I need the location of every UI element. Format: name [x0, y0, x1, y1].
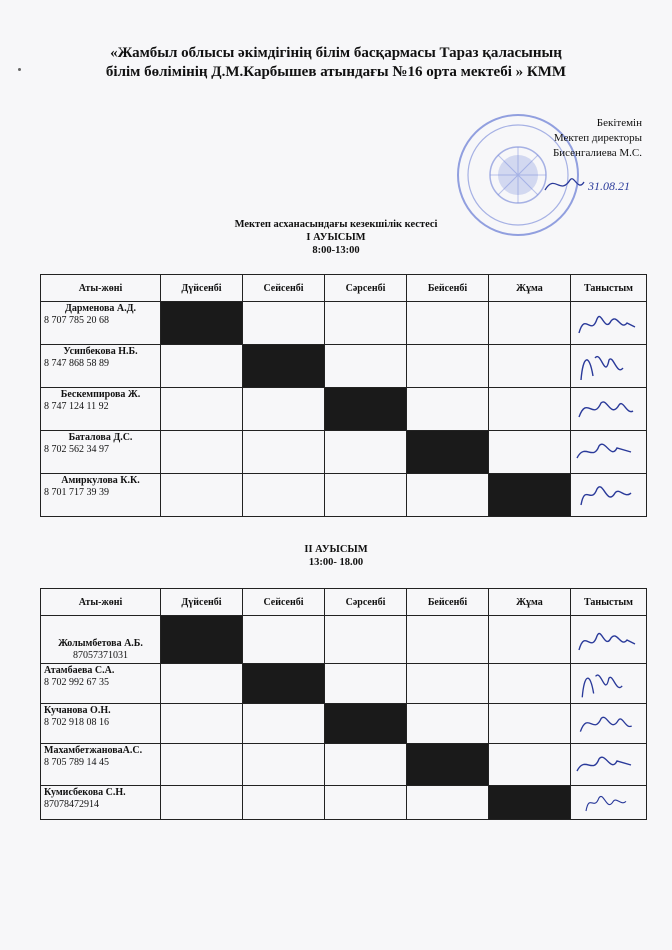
shift2-table [40, 588, 647, 820]
person-phone: 8 702 918 08 16 [44, 717, 109, 728]
duty-cell [325, 786, 407, 820]
acknowledgement-cell [571, 744, 647, 786]
duty-cell-marked [243, 345, 325, 388]
approval-line-1: Бекітемін [596, 117, 642, 129]
shift2-time: 13:00- 18.00 [308, 557, 364, 568]
duty-cell [325, 744, 407, 786]
duty-cell [407, 388, 489, 431]
person-name: Усипбекова Н.Б. [63, 346, 138, 357]
name-cell [41, 704, 161, 744]
person-phone: 8 707 785 20 68 [44, 315, 109, 326]
signature-icon [571, 787, 641, 819]
column-header: Аты-жөні [41, 275, 161, 302]
duty-cell [161, 345, 243, 388]
signature-icon [571, 346, 641, 386]
table-row [41, 786, 647, 820]
duty-cell [489, 744, 571, 786]
duty-cell [161, 431, 243, 474]
approval-line-3: Бисенгалиева М.С. [552, 147, 642, 159]
name-cell [41, 786, 161, 820]
duty-cell [161, 786, 243, 820]
name-cell [41, 616, 161, 664]
acknowledgement-cell [571, 786, 647, 820]
duty-cell [161, 664, 243, 704]
signature-icon [571, 705, 641, 743]
approval-line-2: Мектеп директоры [553, 132, 642, 144]
acknowledgement-cell [571, 431, 647, 474]
column-header: Жұма [489, 589, 571, 616]
header-line-2: білім бөлімінің Д.М.Карбышев атындағы №16 орта мектебі » КММ [105, 64, 567, 80]
table-row [41, 302, 647, 345]
column-header: Сейсенбі [243, 589, 325, 616]
duty-cell [489, 704, 571, 744]
signature-icon [571, 665, 641, 703]
person-name: Амиркулова К.К. [61, 475, 140, 486]
duty-cell [243, 786, 325, 820]
duty-cell-marked [407, 431, 489, 474]
duty-cell [407, 474, 489, 517]
duty-cell [489, 388, 571, 431]
person-name: Дарменова А.Д. [64, 303, 137, 314]
duty-cell [243, 388, 325, 431]
person-name: МахамбетжановаА.С. [44, 745, 143, 756]
column-header: Бейсенбі [407, 589, 489, 616]
table-row [41, 388, 647, 431]
table-row [41, 345, 647, 388]
person-phone: 8 702 992 67 35 [44, 677, 109, 688]
approval-block [553, 116, 642, 161]
acknowledgement-cell [571, 664, 647, 704]
name-cell [41, 474, 161, 517]
column-header: Таныстым [571, 275, 647, 302]
table-row [41, 474, 647, 517]
acknowledgement-cell [571, 302, 647, 345]
signature-icon [571, 389, 641, 429]
column-header: Дүйсенбі [161, 275, 243, 302]
duty-cell [161, 744, 243, 786]
shift1-title: I АУЫСЫМ [306, 232, 366, 243]
signature-icon [571, 303, 641, 343]
name-cell [41, 388, 161, 431]
column-header: Дүйсенбі [161, 589, 243, 616]
duty-cell-marked [407, 744, 489, 786]
shift1-time: 8:00-13:00 [312, 245, 360, 256]
schedule-title: Мектеп асханасындағы кезекшілік кестесі [234, 219, 438, 230]
duty-cell [325, 616, 407, 664]
acknowledgement-cell [571, 474, 647, 517]
duty-cell [325, 474, 407, 517]
duty-cell-marked [161, 616, 243, 664]
duty-cell [325, 345, 407, 388]
person-phone: 8 701 717 39 39 [44, 487, 109, 498]
person-phone: 87078472914 [44, 799, 99, 810]
duty-cell [489, 664, 571, 704]
duty-cell [161, 474, 243, 517]
column-header: Аты-жөні [41, 589, 161, 616]
schedule-title-block [0, 218, 672, 257]
column-header: Таныстым [571, 589, 647, 616]
table-row [41, 664, 647, 704]
duty-cell-marked [243, 664, 325, 704]
duty-cell [489, 345, 571, 388]
name-cell [41, 302, 161, 345]
name-cell [41, 744, 161, 786]
duty-cell-marked [325, 704, 407, 744]
column-header: Сәрсенбі [325, 275, 407, 302]
duty-cell [407, 664, 489, 704]
table-row [41, 744, 647, 786]
person-name: Жолымбетова А.Б. [58, 638, 143, 649]
duty-cell-marked [161, 302, 243, 345]
signature-icon [571, 620, 641, 660]
duty-cell [161, 704, 243, 744]
acknowledgement-cell [571, 616, 647, 664]
column-header: Сәрсенбі [325, 589, 407, 616]
person-name: Бескемпирова Ж. [60, 389, 141, 400]
header-line-1: «Жамбыл облысы әкімдігінің білім басқармасы Тараз қаласының [110, 45, 562, 61]
acknowledgement-cell [571, 388, 647, 431]
duty-cell [489, 302, 571, 345]
document-header [0, 44, 672, 82]
table-row [41, 704, 647, 744]
signature-icon [571, 432, 641, 472]
shift2-title-block [0, 543, 672, 569]
duty-cell [325, 664, 407, 704]
duty-cell [407, 704, 489, 744]
person-name: Баталова Д.С. [68, 432, 133, 443]
duty-cell [325, 431, 407, 474]
duty-cell [243, 704, 325, 744]
name-cell [41, 345, 161, 388]
column-header: Бейсенбі [407, 275, 489, 302]
person-phone: 87057371031 [73, 650, 128, 661]
signature-icon [571, 745, 641, 785]
approval-date: 31.08.21 [588, 179, 630, 193]
duty-cell-marked [325, 388, 407, 431]
column-header: Жұма [489, 275, 571, 302]
name-cell [41, 664, 161, 704]
table-row [41, 431, 647, 474]
duty-cell-marked [489, 786, 571, 820]
name-cell [41, 431, 161, 474]
table-row [41, 616, 647, 664]
duty-cell [407, 345, 489, 388]
signature-icon [571, 475, 641, 515]
duty-cell [407, 302, 489, 345]
duty-cell [161, 388, 243, 431]
duty-cell [407, 786, 489, 820]
duty-cell [243, 302, 325, 345]
duty-cell [243, 616, 325, 664]
person-name: Кучанова О.Н. [44, 705, 111, 716]
duty-cell [489, 616, 571, 664]
acknowledgement-cell [571, 345, 647, 388]
duty-cell [243, 744, 325, 786]
person-phone: 8 705 789 14 45 [44, 757, 109, 768]
person-name: Атамбаева С.А. [44, 665, 115, 676]
duty-cell [243, 431, 325, 474]
shift1-table [40, 274, 647, 517]
column-header: Сейсенбі [243, 275, 325, 302]
duty-cell [243, 474, 325, 517]
shift2-title: II АУЫСЫМ [304, 544, 368, 555]
duty-cell [489, 431, 571, 474]
person-phone: 8 702 562 34 97 [44, 444, 109, 455]
duty-cell [325, 302, 407, 345]
duty-cell-marked [489, 474, 571, 517]
person-phone: 8 747 124 11 92 [44, 401, 109, 412]
person-phone: 8 747 868 58 89 [44, 358, 109, 369]
duty-cell [407, 616, 489, 664]
director-signature-icon [540, 168, 640, 198]
acknowledgement-cell [571, 704, 647, 744]
person-name: Кумисбекова С.Н. [44, 787, 126, 798]
